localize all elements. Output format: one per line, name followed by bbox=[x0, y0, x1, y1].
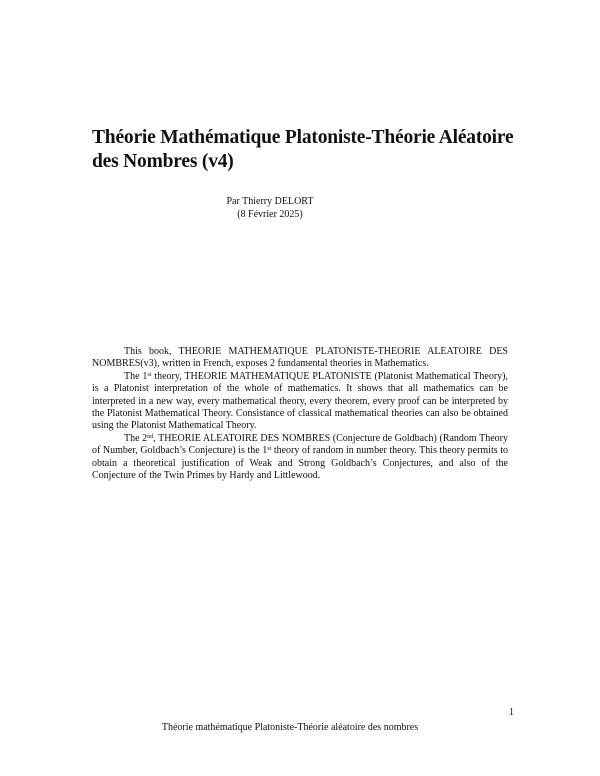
author-name: Par Thierry DELORT bbox=[226, 196, 314, 207]
ordinal-superscript: st bbox=[267, 446, 272, 453]
abstract-p3-middle: , THEORIE ALEATOIRE DES NOMBRES (Conjecture de Goldbach) (Random Theory of Number, Goldbach’s Conjecture) is the 1 bbox=[92, 432, 509, 457]
document-title: Théorie Mathématique Platoniste-Théorie Aléatoire des Nombres (v4) bbox=[92, 127, 514, 172]
abstract-paragraph-1 bbox=[92, 346, 508, 371]
abstract-p3-after: theory of random in number theory. This theory permits to obtain a theoretical justification of Weak and Strong Goldbach’s Conjectures, and also of the Conjecture of the Twin Primes by Hardy and Littlewood. bbox=[92, 445, 508, 482]
author-block bbox=[215, 196, 325, 221]
page-number: 1 bbox=[509, 707, 514, 718]
abstract-p2-before: The 1 bbox=[124, 370, 148, 382]
ordinal-superscript: st bbox=[147, 371, 152, 378]
running-footer: Théorie mathématique Platoniste-Théorie aléatoire des nombres bbox=[161, 722, 419, 733]
ordinal-superscript: nd bbox=[147, 433, 154, 440]
abstract-p1-text: This book, THEORIE MATHEMATIQUE PLATONISTE-THEORIE ALEATOIRE DES NOMBRES(v3), written in French, exposes 2 fundamental theories in Mathematics. bbox=[92, 346, 508, 370]
abstract-p3-before: The 2 bbox=[124, 432, 148, 444]
publication-date: (8 Février 2025) bbox=[237, 208, 303, 220]
abstract-paragraph-3 bbox=[92, 433, 508, 483]
abstract bbox=[92, 346, 508, 482]
abstract-p2-after: theory, THEORIE MATHEMATIQUE PLATONISTE (Platonist Mathematical Theory), is a Platonist interpretation of the whole of mathematics. It shows that all mathematics can be interpreted in a new way, every mathematical theory, every theorem, every proof can be interpreted by the Platonist Mathematical Theory. Consistance of classical mathematical theories can also be obtained using the Platonist Mathematical Theory. bbox=[92, 370, 509, 432]
abstract-paragraph-2 bbox=[92, 371, 508, 433]
